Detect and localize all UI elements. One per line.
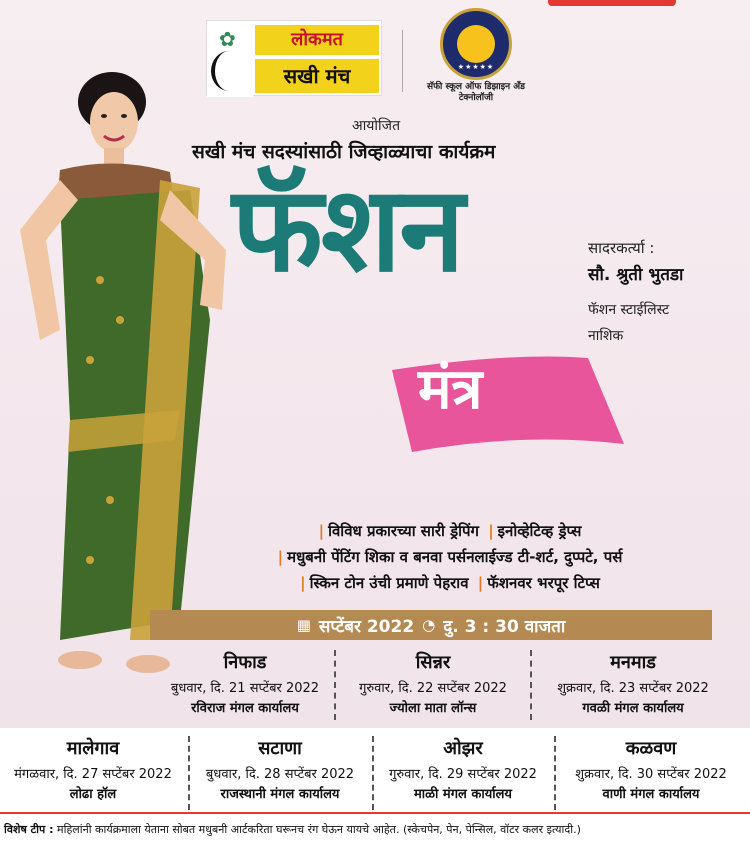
program-title: सखी मंच सदस्यांसाठी जिव्हाळ्याचा कार्यक्रम — [192, 141, 496, 163]
venue-card — [190, 736, 370, 802]
feature-item: स्किन टोन उंची प्रमाणे पेहराव — [309, 574, 469, 592]
venue-day: गुरुवार, दि. 29 सप्टेंबर 2022 — [389, 767, 537, 782]
bullet-bar-icon: | — [488, 522, 494, 540]
emblem-center-icon — [457, 25, 495, 63]
venue-place: माळी मंगल कार्यालय — [414, 787, 512, 802]
venue-place: गवळी मंगल कार्यालय — [582, 701, 684, 716]
venue-place: वाणी मंगल कार्यालय — [602, 787, 700, 802]
note-text: महिलांनी कार्यक्रमाला येताना सोबत मधुबनी आर्टकरिता घरूनच रंग घेऊन यायचे आहेत. (स्केचपेन, पेन, पेन्सिल, वॉटर कलर इत्यादी.) — [57, 823, 581, 836]
presenter-role: फॅशन स्टाईलिस्ट — [588, 302, 670, 318]
features-list — [168, 518, 728, 596]
schedule-time: दु. 3 : 30 वाजता — [443, 616, 566, 637]
event-title-sub: मंत्र — [418, 357, 483, 422]
venue-day: शुक्रवार, दि. 23 सप्टेंबर 2022 — [557, 681, 709, 696]
feature-item: मधुबनी पेंटिंग शिका व बनवा पर्सनलाईज्ड टी-शर्ट, दुप्पटे, पर्स — [287, 548, 623, 566]
venue-city: ओझर — [443, 738, 483, 759]
bullet-bar-icon: | — [318, 522, 325, 540]
organized-by-label: आयोजित — [352, 118, 401, 134]
schedule-month: सप्टेंबर 2022 — [318, 616, 415, 637]
feature-item: फॅशनवर भरपूर टिप्स — [487, 574, 600, 592]
bullet-bar-icon: | — [300, 574, 306, 592]
sakhi-manch-label: सखी मंच — [255, 59, 379, 93]
venue-separator — [334, 650, 336, 720]
venue-day: शुक्रवार, दि. 30 सप्टेंबर 2022 — [575, 767, 727, 782]
feature-line — [168, 570, 728, 596]
venue-day: बुधवार, दि. 21 सप्टेंबर 2022 — [170, 681, 320, 696]
venue-place: लोढा हॉल — [69, 787, 117, 802]
venue-city: कळवण — [625, 738, 677, 759]
event-title-main: फॅशन — [232, 160, 463, 298]
clock-icon: ◔ — [422, 616, 436, 634]
butterfly-icon: ✿ — [219, 27, 236, 51]
venue-card — [374, 736, 552, 802]
special-note — [0, 816, 750, 844]
note-label: विशेष टीप : — [4, 823, 54, 836]
venue-card — [340, 650, 526, 716]
venue-day: बुधवार, दि. 28 सप्टेंबर 2022 — [205, 767, 355, 782]
feature-line — [168, 518, 728, 544]
lokmat-brand: लोकमत — [255, 25, 379, 55]
calendar-icon: ▦ — [296, 616, 311, 634]
venue-card — [160, 650, 330, 716]
stars-icon: ★★★★★ — [457, 63, 495, 71]
venue-place: रविराज मंगल कार्यालय — [191, 701, 299, 716]
school-caption: सॅफी स्कूल ऑफ डिझाइन अँड टेक्नोलॉजी — [427, 82, 525, 103]
venue-card — [556, 736, 746, 802]
presenter-city: नाशिक — [588, 328, 624, 344]
feature-line — [168, 544, 728, 570]
venue-place: राजस्थानी मंगल कार्यालय — [220, 787, 340, 802]
venue-place: ज्योला माता लॉन्स — [389, 701, 477, 716]
presenter-label: सादरकर्त्या : — [588, 239, 655, 257]
presenter-name: सौ. श्रुती भुतडा — [588, 265, 684, 285]
venue-city: सटाणा — [258, 738, 302, 759]
venue-day: मंगळवार, दि. 27 सप्टेंबर 2022 — [14, 767, 172, 782]
venue-card — [536, 650, 730, 716]
top-accent-bar — [548, 0, 676, 6]
venue-city: निफाड — [223, 652, 267, 673]
note-divider — [0, 812, 750, 814]
bullet-bar-icon: | — [477, 574, 484, 592]
feature-item: इनोव्हेटिव्ह ड्रेप्स — [497, 522, 582, 540]
bullet-bar-icon: | — [277, 548, 284, 566]
venue-card — [0, 736, 186, 802]
venue-separator — [530, 650, 532, 720]
logo-divider — [402, 30, 403, 92]
school-emblem-logo — [440, 8, 512, 80]
venue-city: मनमाड — [610, 652, 656, 673]
schedule-band — [150, 610, 712, 640]
feature-item: विविध प्रकारच्या सारी ड्रेपिंग — [328, 522, 479, 540]
venue-city: मालेगाव — [66, 738, 120, 759]
venue-city: सिन्नर — [415, 652, 451, 673]
venue-day: गुरुवार, दि. 22 सप्टेंबर 2022 — [359, 681, 507, 696]
